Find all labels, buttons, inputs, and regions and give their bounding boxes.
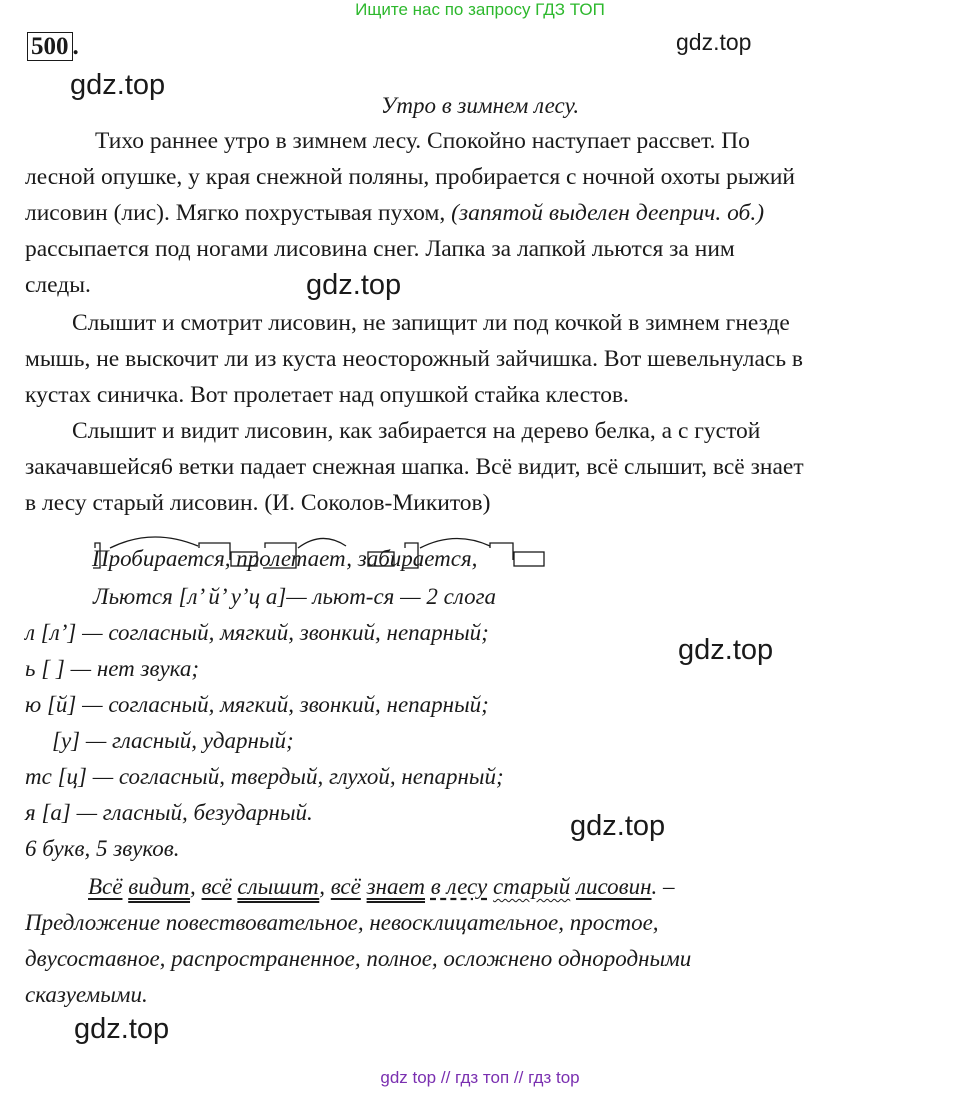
suffix-mark — [490, 543, 513, 560]
watermark: gdz.top — [70, 69, 166, 101]
text-line: кустах синичка. Вот пролетает над опушкой стайка клестов. — [25, 382, 629, 408]
phonetic-line: я [а] — гласный, безударный. — [25, 800, 313, 825]
phonetic-line: тс [ц] — согласный, твердый, глухой, непарный; — [25, 764, 504, 789]
parse-word: видит — [128, 874, 191, 899]
parse-word: в лесу — [430, 874, 488, 899]
text-line: следы. — [25, 272, 91, 298]
morpheme-word: пролетает, — [236, 546, 352, 571]
text-line: рассыпается под ногами лисовина снег. Лапка за лапкой льются за ним — [25, 236, 735, 262]
parse-word: всё — [201, 874, 232, 899]
text-line: лесной опушке, у края снежной поляны, пробирается с ночной охоты рыжий — [25, 164, 795, 190]
text-line: Слышит и видит лисовин, как забирается на дерево белка, а с густой — [72, 418, 761, 444]
footer-links — [0, 1068, 960, 1088]
footer-link[interactable]: gdz top — [380, 1068, 437, 1087]
footer-separator: // — [513, 1068, 524, 1087]
phonetic-line: л [л’] — согласный, мягкий, звонкий, непарный; — [25, 620, 489, 645]
search-hint-link[interactable]: Ищите нас по запросу ГДЗ ТОП — [355, 0, 605, 19]
parse-word: лисовин — [575, 874, 652, 899]
morpheme-analysis — [92, 546, 477, 572]
text-line: закачавшейся6 ветки падает снежная шапка. Всё видит, всё слышит, всё знает — [25, 454, 804, 480]
parse-line: двусоставное, распространенное, полное, осложнено однородными — [25, 946, 692, 971]
ending-mark — [514, 552, 544, 566]
exercise-number: 500 . — [27, 33, 79, 61]
text-title: Утро в зимнем лесу. — [380, 93, 580, 118]
phonetic-line: 6 букв, 5 звуков. — [25, 836, 180, 861]
watermark: gdz.top — [74, 1013, 170, 1045]
watermark: gdz.top — [676, 29, 752, 55]
phonetic-line: ь [ ] — нет звука; — [25, 656, 200, 681]
morpheme-word: Пробирается, — [92, 546, 231, 571]
parse-line: сказуемыми. — [25, 982, 148, 1007]
phonetic-line: [у] — гласный, ударный; — [52, 728, 294, 753]
phonetic-line: Льются [л’ й’ у’ц а]— льют-ся — 2 слога — [93, 584, 497, 609]
parse-word: всё — [330, 874, 361, 899]
text-line: Тихо раннее утро в зимнем лесу. Спокойно наступает рассвет. По — [95, 128, 750, 154]
sentence-parse: Всё видит, всё слышит, всё знает в лесу старый лисовин. – — [88, 874, 675, 899]
parse-word: знает — [366, 874, 426, 899]
text-line: лисовин (лис). Мягко похрустывая пухом, (запятой выделен дееприч. об.) — [25, 200, 765, 226]
text-line: Слышит и смотрит лисовин, не запищит ли под кочкой в зимнем гнезде — [72, 310, 790, 336]
parse-word: Всё — [88, 874, 123, 899]
watermark: gdz.top — [570, 810, 666, 842]
phonetic-line: ю [й] — согласный, мягкий, звонкий, непарный; — [25, 692, 489, 717]
footer-separator: // — [440, 1068, 451, 1087]
parse-word: старый — [493, 874, 571, 899]
text-line: мышь, не выскочит ли из куста неосторожный зайчишка. Вот шевельнулась в — [25, 346, 804, 372]
watermark: gdz.top — [678, 634, 774, 666]
morpheme-word: забирается, — [357, 546, 478, 571]
watermark: gdz.top — [306, 269, 402, 301]
footer-link[interactable]: гдз top — [528, 1068, 580, 1087]
grammar-note: (запятой выделен дееприч. об.) — [451, 200, 765, 226]
footer-link[interactable]: гдз топ — [455, 1068, 510, 1087]
parse-line: Предложение повествовательное, невосклицательное, простое, — [25, 910, 659, 935]
text-line: в лесу старый лисовин. (И. Соколов-Микитов) — [25, 490, 491, 516]
parse-word: слышит — [237, 874, 320, 899]
